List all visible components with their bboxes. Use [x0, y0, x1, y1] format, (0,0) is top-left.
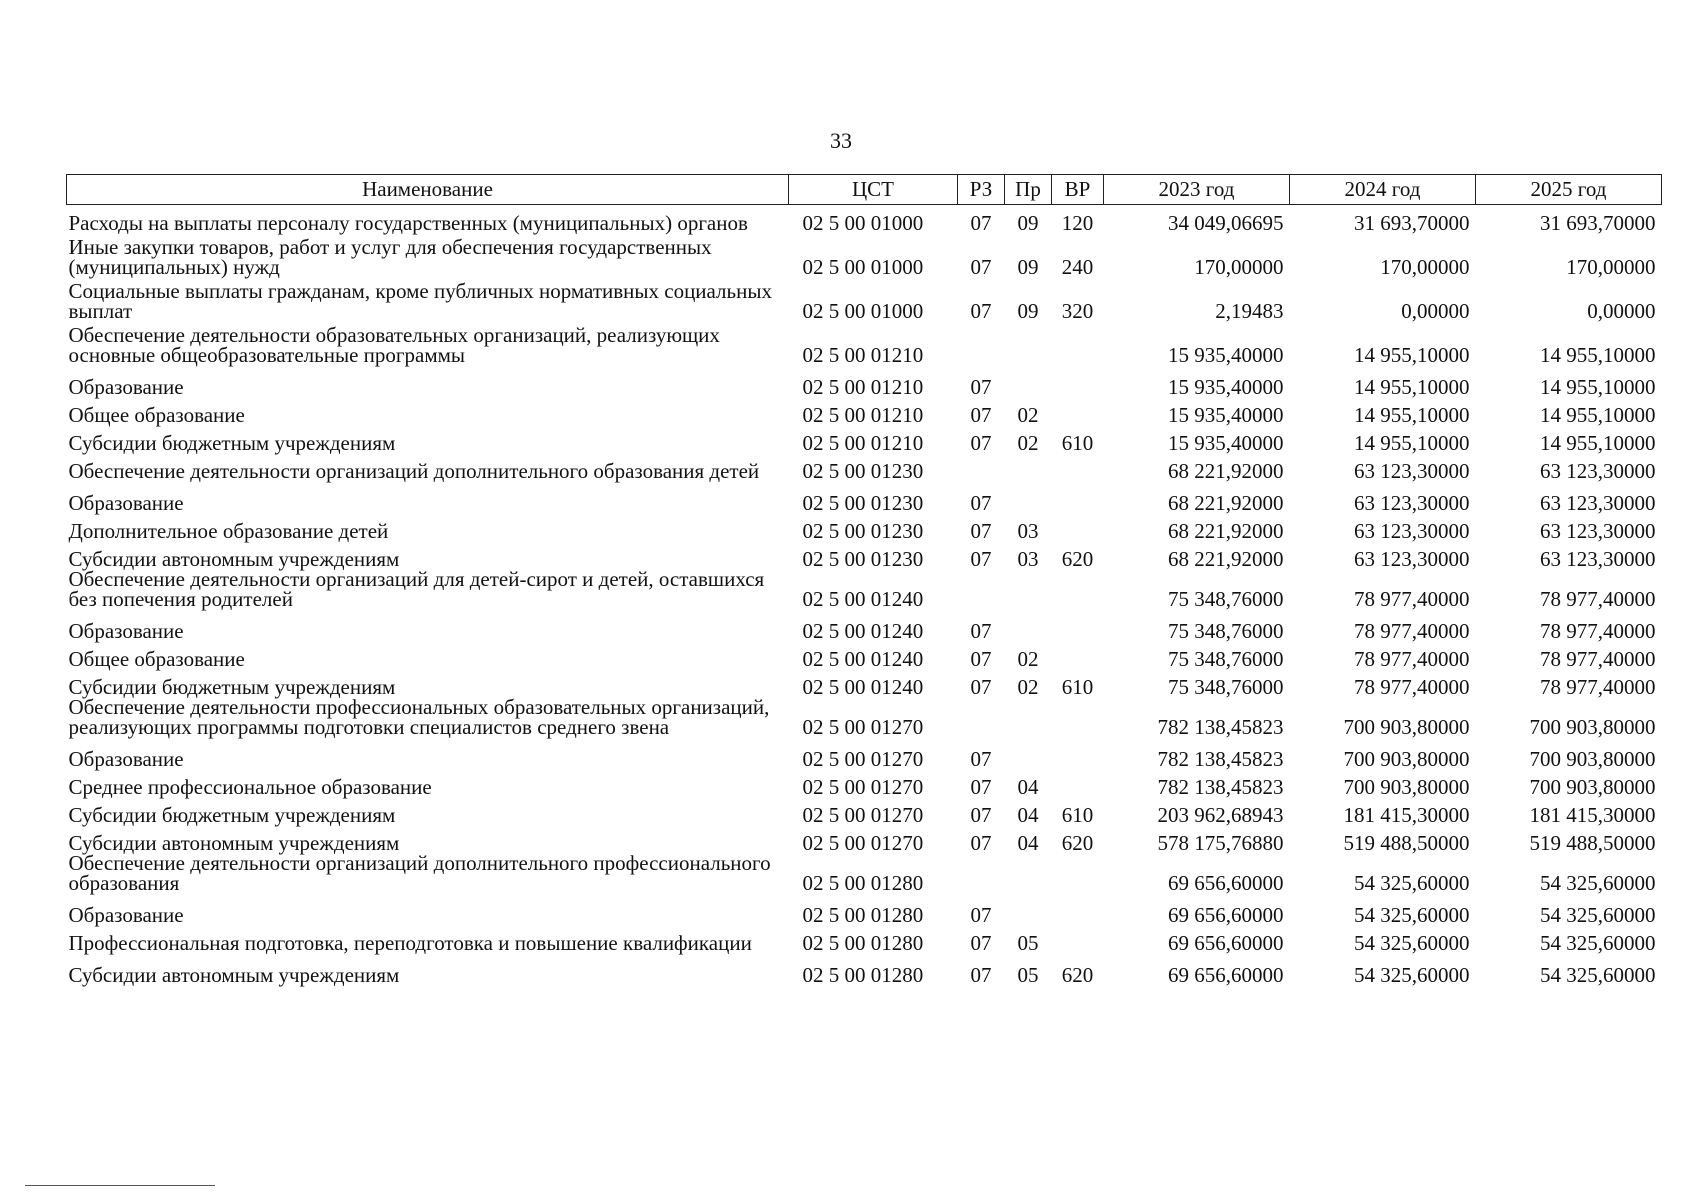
- row-value-2023: 69 656,60000: [1168, 931, 1284, 955]
- row-value-2024: 0,00000: [1401, 299, 1470, 323]
- row-pr: 03: [1017, 547, 1039, 571]
- table-row: [67, 613, 1662, 641]
- row-cst: 02 5 00 01280: [802, 871, 924, 895]
- row-vr: [1052, 613, 1104, 641]
- row-value-2023: 15 935,40000: [1168, 375, 1284, 399]
- row-name: Субсидии автономным учреждениям: [68, 963, 400, 987]
- header-rz: РЗ: [958, 175, 1005, 205]
- row-vr: [1052, 641, 1104, 669]
- row-vr: 240: [1061, 255, 1094, 279]
- row-value-2025: 78 977,40000: [1540, 675, 1656, 699]
- row-value-2025: 54 325,60000: [1540, 963, 1656, 987]
- table-row: [67, 485, 1662, 513]
- row-pr: 09: [1017, 299, 1039, 323]
- row-name: Профессиональная подготовка, переподготовка и повышение квалификации: [68, 931, 752, 955]
- row-cst: 02 5 00 01270: [802, 747, 924, 771]
- row-rz: 07: [970, 931, 992, 955]
- row-name: Субсидии бюджетным учреждениям: [68, 803, 396, 827]
- row-rz: [958, 453, 1005, 485]
- row-vr: [1052, 369, 1104, 397]
- row-value-2025: 519 488,50000: [1529, 831, 1656, 855]
- row-value-2025: 31 693,70000: [1540, 211, 1656, 235]
- row-vr: [1052, 325, 1104, 369]
- row-rz: 07: [970, 831, 992, 855]
- row-cst: 02 5 00 01210: [802, 403, 924, 427]
- row-name: Среднее профессиональное образование: [68, 775, 432, 799]
- row-value-2023: 68 221,92000: [1168, 459, 1284, 483]
- row-vr: [1052, 741, 1104, 769]
- table-row: [67, 697, 1662, 741]
- row-value-2023: 15 935,40000: [1168, 431, 1284, 455]
- table-row: [67, 397, 1662, 425]
- row-cst: 02 5 00 01000: [802, 299, 924, 323]
- table-row: [67, 641, 1662, 669]
- row-value-2023: 75 348,76000: [1168, 587, 1284, 611]
- row-pr: 03: [1017, 519, 1039, 543]
- table-row: [67, 281, 1662, 325]
- row-pr: 05: [1017, 963, 1039, 987]
- row-value-2023: 69 656,60000: [1168, 903, 1284, 927]
- row-value-2024: 63 123,30000: [1354, 491, 1470, 515]
- row-cst: 02 5 00 01280: [802, 931, 924, 955]
- row-name: Обеспечение деятельности профессиональных образовательных организаций, реализующих программы подготовки специалистов среднего звена: [68, 695, 770, 739]
- row-vr: 610: [1061, 803, 1094, 827]
- row-vr: [1052, 397, 1104, 425]
- row-cst: 02 5 00 01270: [802, 803, 924, 827]
- table-row: [67, 925, 1662, 957]
- table-row: [67, 825, 1662, 853]
- row-vr: 620: [1061, 831, 1094, 855]
- row-vr: 620: [1061, 547, 1094, 571]
- row-pr: [1005, 485, 1052, 513]
- row-value-2024: 54 325,60000: [1354, 871, 1470, 895]
- row-pr: 09: [1017, 255, 1039, 279]
- row-cst: 02 5 00 01240: [802, 619, 924, 643]
- row-value-2024: 78 977,40000: [1354, 587, 1470, 611]
- row-vr: [1052, 569, 1104, 613]
- header-pr: Пр: [1005, 175, 1052, 205]
- row-value-2024: 14 955,10000: [1354, 375, 1470, 399]
- row-rz: [958, 853, 1005, 897]
- row-rz: [958, 325, 1005, 369]
- row-vr: 620: [1061, 963, 1094, 987]
- table-row: [67, 541, 1662, 569]
- row-value-2025: 54 325,60000: [1540, 871, 1656, 895]
- header-name: Наименование: [67, 175, 789, 205]
- header-row: [67, 175, 1662, 205]
- row-value-2024: 31 693,70000: [1354, 211, 1470, 235]
- budget-table: [66, 174, 1662, 985]
- row-cst: 02 5 00 01000: [802, 211, 924, 235]
- row-value-2025: 63 123,30000: [1540, 519, 1656, 543]
- row-value-2025: 700 903,80000: [1529, 775, 1656, 799]
- row-rz: 07: [970, 963, 992, 987]
- row-value-2023: 15 935,40000: [1168, 403, 1284, 427]
- row-name: Образование: [68, 375, 184, 399]
- row-value-2023: 69 656,60000: [1168, 871, 1284, 895]
- footer-rule: [25, 1185, 215, 1186]
- row-pr: 02: [1017, 647, 1039, 671]
- row-cst: 02 5 00 01000: [802, 255, 924, 279]
- row-value-2024: 54 325,60000: [1354, 903, 1470, 927]
- row-cst: 02 5 00 01280: [802, 963, 924, 987]
- row-value-2023: 75 348,76000: [1168, 675, 1284, 699]
- row-pr: 04: [1017, 831, 1039, 855]
- row-rz: 07: [970, 747, 992, 771]
- row-value-2024: 700 903,80000: [1343, 775, 1470, 799]
- row-vr: [1052, 769, 1104, 797]
- row-cst: 02 5 00 01210: [802, 375, 924, 399]
- row-pr: [1005, 697, 1052, 741]
- table-row: [67, 669, 1662, 697]
- row-value-2025: 63 123,30000: [1540, 491, 1656, 515]
- row-name: Обеспечение деятельности организаций дополнительного образования детей: [68, 459, 760, 483]
- row-pr: [1005, 741, 1052, 769]
- row-value-2025: 78 977,40000: [1540, 647, 1656, 671]
- row-name: Обеспечение деятельности образовательных организаций, реализующих основные общеобразовательные программы: [68, 323, 720, 367]
- row-value-2023: 782 138,45823: [1157, 715, 1284, 739]
- table-row: [67, 325, 1662, 369]
- row-pr: 05: [1017, 931, 1039, 955]
- row-name: Образование: [68, 619, 184, 643]
- row-vr: [1052, 485, 1104, 513]
- row-name: Обеспечение деятельности организаций для детей-сирот и детей, оставшихся без попечения родителей: [68, 567, 765, 611]
- row-pr: 02: [1017, 675, 1039, 699]
- table-row: [67, 853, 1662, 897]
- row-value-2025: 181 415,30000: [1529, 803, 1656, 827]
- table-row: [67, 513, 1662, 541]
- row-vr: 120: [1061, 211, 1094, 235]
- table-row: [67, 897, 1662, 925]
- row-value-2024: 54 325,60000: [1354, 963, 1470, 987]
- row-value-2025: 14 955,10000: [1540, 431, 1656, 455]
- row-pr: [1005, 853, 1052, 897]
- row-value-2025: 14 955,10000: [1540, 403, 1656, 427]
- row-value-2024: 78 977,40000: [1354, 675, 1470, 699]
- row-cst: 02 5 00 01230: [802, 547, 924, 571]
- row-value-2024: 54 325,60000: [1354, 931, 1470, 955]
- row-name: Субсидии автономным учреждениям: [68, 547, 400, 571]
- row-name: Образование: [68, 491, 184, 515]
- table-row: [67, 769, 1662, 797]
- header-2025: 2025 год: [1476, 175, 1662, 205]
- row-value-2025: 54 325,60000: [1540, 903, 1656, 927]
- row-name: Образование: [68, 903, 184, 927]
- row-value-2025: 14 955,10000: [1540, 375, 1656, 399]
- row-pr: [1005, 613, 1052, 641]
- table-body: [67, 205, 1662, 986]
- row-value-2023: 75 348,76000: [1168, 647, 1284, 671]
- row-name: Дополнительное образование детей: [68, 519, 389, 543]
- row-rz: 07: [970, 299, 992, 323]
- row-value-2023: 15 935,40000: [1168, 343, 1284, 367]
- row-value-2024: 14 955,10000: [1354, 343, 1470, 367]
- row-value-2024: 700 903,80000: [1343, 715, 1470, 739]
- row-cst: 02 5 00 01240: [802, 647, 924, 671]
- row-name: Обеспечение деятельности организаций дополнительного профессионального образования: [68, 851, 771, 895]
- row-value-2023: 170,00000: [1194, 255, 1284, 279]
- row-rz: 07: [970, 803, 992, 827]
- row-name: Расходы на выплаты персоналу государственных (муниципальных) органов: [68, 211, 748, 235]
- row-rz: 07: [970, 519, 992, 543]
- table-row: [67, 569, 1662, 613]
- row-name: Субсидии бюджетным учреждениям: [68, 675, 396, 699]
- row-vr: [1052, 925, 1104, 957]
- table-row: [67, 237, 1662, 281]
- row-rz: 07: [970, 903, 992, 927]
- row-pr: [1005, 453, 1052, 485]
- row-value-2025: 700 903,80000: [1529, 747, 1656, 771]
- row-rz: 07: [970, 491, 992, 515]
- row-value-2023: 68 221,92000: [1168, 491, 1284, 515]
- table-row: [67, 205, 1662, 238]
- row-value-2023: 782 138,45823: [1157, 775, 1284, 799]
- row-value-2025: 700 903,80000: [1529, 715, 1656, 739]
- row-value-2023: 782 138,45823: [1157, 747, 1284, 771]
- page-number: 33: [830, 128, 852, 153]
- row-rz: 07: [970, 403, 992, 427]
- row-name: Общее образование: [68, 403, 245, 427]
- row-value-2023: 203 962,68943: [1157, 803, 1284, 827]
- row-cst: 02 5 00 01230: [802, 491, 924, 515]
- row-name: Иные закупки товаров, работ и услуг для обеспечения государственных (муниципальных) нужд: [68, 235, 712, 279]
- row-value-2024: 700 903,80000: [1343, 747, 1470, 771]
- row-rz: 07: [970, 431, 992, 455]
- row-rz: [958, 569, 1005, 613]
- row-value-2023: 34 049,06695: [1168, 211, 1284, 235]
- row-rz: 07: [970, 255, 992, 279]
- row-vr: [1052, 513, 1104, 541]
- row-pr: 09: [1017, 211, 1039, 235]
- row-pr: [1005, 897, 1052, 925]
- header-cst: ЦСТ: [789, 175, 958, 205]
- row-cst: 02 5 00 01210: [802, 343, 924, 367]
- row-cst: 02 5 00 01230: [802, 519, 924, 543]
- row-vr: 320: [1061, 299, 1094, 323]
- row-vr: [1052, 897, 1104, 925]
- row-value-2023: 68 221,92000: [1168, 547, 1284, 571]
- row-pr: 02: [1017, 403, 1039, 427]
- row-rz: 07: [970, 211, 992, 235]
- row-value-2025: 0,00000: [1587, 299, 1656, 323]
- row-value-2025: 54 325,60000: [1540, 931, 1656, 955]
- row-cst: 02 5 00 01210: [802, 431, 924, 455]
- row-value-2024: 181 415,30000: [1343, 803, 1470, 827]
- row-rz: 07: [970, 375, 992, 399]
- row-value-2023: 75 348,76000: [1168, 619, 1284, 643]
- header-vr: ВР: [1052, 175, 1104, 205]
- row-pr: [1005, 325, 1052, 369]
- row-cst: 02 5 00 01240: [802, 675, 924, 699]
- row-cst: 02 5 00 01240: [802, 587, 924, 611]
- row-rz: 07: [970, 675, 992, 699]
- row-vr: [1052, 697, 1104, 741]
- row-value-2025: 63 123,30000: [1540, 547, 1656, 571]
- row-value-2024: 63 123,30000: [1354, 459, 1470, 483]
- row-pr: 04: [1017, 775, 1039, 799]
- table-row: [67, 741, 1662, 769]
- table-row: [67, 453, 1662, 485]
- table-header: [67, 175, 1662, 205]
- row-pr: [1005, 369, 1052, 397]
- row-name: Субсидии бюджетным учреждениям: [68, 431, 396, 455]
- row-value-2024: 78 977,40000: [1354, 619, 1470, 643]
- row-value-2023: 68 221,92000: [1168, 519, 1284, 543]
- row-vr: [1052, 453, 1104, 485]
- row-vr: 610: [1061, 675, 1094, 699]
- row-cst: 02 5 00 01270: [802, 715, 924, 739]
- table-row: [67, 369, 1662, 397]
- row-value-2024: 14 955,10000: [1354, 431, 1470, 455]
- row-value-2023: 2,19483: [1215, 299, 1284, 323]
- row-value-2025: 14 955,10000: [1540, 343, 1656, 367]
- row-pr: 04: [1017, 803, 1039, 827]
- row-value-2025: 170,00000: [1566, 255, 1656, 279]
- row-value-2023: 69 656,60000: [1168, 963, 1284, 987]
- row-cst: 02 5 00 01270: [802, 775, 924, 799]
- table-row: [67, 425, 1662, 453]
- row-pr: 02: [1017, 431, 1039, 455]
- row-value-2024: 63 123,30000: [1354, 519, 1470, 543]
- row-vr: [1052, 853, 1104, 897]
- row-value-2025: 78 977,40000: [1540, 587, 1656, 611]
- row-cst: 02 5 00 01270: [802, 831, 924, 855]
- row-cst: 02 5 00 01280: [802, 903, 924, 927]
- table-row: [67, 797, 1662, 825]
- row-name: Субсидии автономным учреждениям: [68, 831, 400, 855]
- row-value-2025: 63 123,30000: [1540, 459, 1656, 483]
- row-rz: 07: [970, 619, 992, 643]
- row-value-2025: 78 977,40000: [1540, 619, 1656, 643]
- row-vr: 610: [1061, 431, 1094, 455]
- header-2023: 2023 год: [1104, 175, 1290, 205]
- row-value-2023: 578 175,76880: [1157, 831, 1284, 855]
- row-rz: 07: [970, 547, 992, 571]
- row-value-2024: 519 488,50000: [1343, 831, 1470, 855]
- row-cst: 02 5 00 01230: [802, 459, 924, 483]
- row-rz: 07: [970, 775, 992, 799]
- table-row: [67, 957, 1662, 985]
- row-value-2024: 63 123,30000: [1354, 547, 1470, 571]
- row-value-2024: 14 955,10000: [1354, 403, 1470, 427]
- row-value-2024: 78 977,40000: [1354, 647, 1470, 671]
- row-name: Социальные выплаты гражданам, кроме публичных нормативных социальных выплат: [68, 279, 772, 323]
- row-pr: [1005, 569, 1052, 613]
- row-rz: [958, 697, 1005, 741]
- header-2024: 2024 год: [1290, 175, 1476, 205]
- row-value-2024: 170,00000: [1380, 255, 1470, 279]
- row-rz: 07: [970, 647, 992, 671]
- row-name: Общее образование: [68, 647, 245, 671]
- row-name: Образование: [68, 747, 184, 771]
